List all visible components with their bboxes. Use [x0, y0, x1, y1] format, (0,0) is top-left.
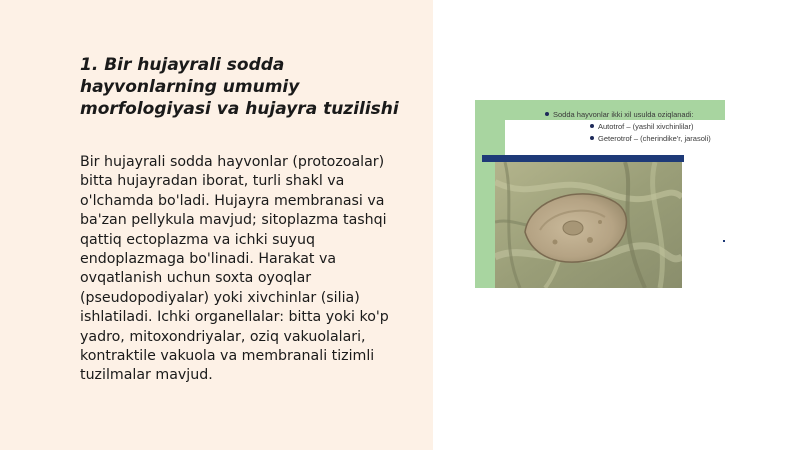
- slide-title: 1. Bir hujayrali sodda hayvonlarning umumiy morfologiyasi va hujayra tuzilishi: [80, 55, 399, 119]
- slide-bullet-list: [553, 109, 725, 145]
- bullet-dot-icon: [590, 136, 594, 140]
- slide-divider-bar: [482, 155, 684, 162]
- slide-bullet: Sodda hayvonlar ikki xil usulda oziqlanadi:: [553, 109, 725, 121]
- slide-sub-bullet: Geterotrof – (cherindike'r, jarasoli): [553, 133, 725, 145]
- slide-marker-dot: [723, 240, 725, 242]
- bullet-dot-icon: [590, 124, 594, 128]
- bullet-dot-icon: [545, 112, 549, 116]
- protozoa-micrograph-icon: [495, 162, 682, 288]
- slide-sub-bullet: Autotrof – (yashil xivchinlilar): [553, 121, 725, 133]
- embedded-slide-image: [475, 100, 725, 288]
- body-paragraph: Bir hujayrali sodda hayvonlar (protozoalar) bitta hujayradan iborat, turli shakl va o'lchamda bo'ladi. Hujayra membranasi va ba'zan pellykula mavjud; sitoplazma tashqi qattiq ectoplazma va ichki suyuq endoplazmaga bo'linadi. Harakat va ovqatlanish uchun soxta oyoqlar (pseudopodiyalar) yoki xivchinlar (silia) ishlatiladi. Ichki organellalar: bitta yoki ko'p yadro, mitoxondriyalar, oziq vakuolalari, kontraktile vakuola va membranali tizimli tuzilmalar mavjud.: [80, 154, 389, 384]
